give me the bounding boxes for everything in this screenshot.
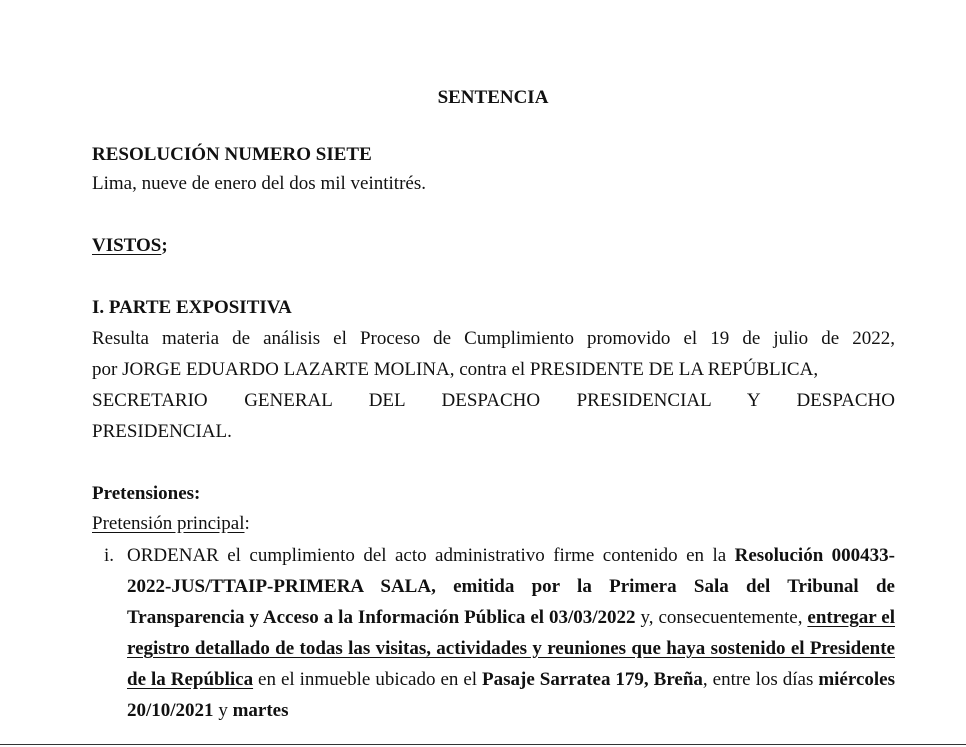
- resolution-block: [92, 139, 895, 199]
- item-text: en el inmueble ubicado en el: [253, 669, 483, 690]
- vistos-heading: [92, 230, 895, 261]
- vistos-suffix: ;: [161, 235, 168, 256]
- item-text: ORDENAR el cumplimiento del acto administrativo firme contenido en la: [127, 545, 735, 566]
- paragraph-line: Resulta materia de análisis el Proceso de Cumplimiento promovido el 19 de julio de 2022,: [92, 328, 895, 349]
- pretension-principal-suffix: :: [244, 513, 250, 534]
- item-text: , entre los días: [702, 669, 819, 690]
- item-text: y, consecuentemente,: [635, 607, 808, 628]
- item-resolution-ref: Resolución 000433-2022-JUS/TTAIP-PRIMERA SALA, emitida por la Primera Sala del Tribunal de Transparencia y Acceso a la Información Pública el 03/03/2022: [127, 545, 896, 628]
- item-requested-info: entregar el registro detallado de todas las visitas, actividades y reuniones que haya sostenido el Presidente de la República: [127, 607, 896, 690]
- list-item-body: [127, 540, 895, 726]
- item-address: Pasaje Sarratea 179, Breña: [482, 669, 703, 690]
- item-date-end: martes: [232, 700, 289, 721]
- list-marker: i.: [104, 545, 115, 566]
- vistos-block: [92, 230, 895, 261]
- vistos-label: VISTOS: [92, 235, 162, 256]
- pretensiones-heading: Pretensiones:: [92, 483, 201, 504]
- resolution-date: Lima, nueve de enero del dos mil veintitrés.: [92, 173, 426, 194]
- section-parte-expositiva: [92, 292, 895, 447]
- item-text: y: [213, 700, 233, 721]
- paragraph-line: SECRETARIO GENERAL DEL DESPACHO PRESIDENCIAL Y DESPACHO: [92, 390, 895, 411]
- pretension-principal-text: Pretensión principal: [92, 513, 245, 534]
- page-bottom-divider: [0, 744, 966, 745]
- pretension-principal-label: [92, 508, 895, 539]
- resolution-heading: RESOLUCIÓN NUMERO SIETE: [92, 144, 372, 165]
- paragraph-line-text: por JORGE EDUARDO LAZARTE MOLINA, contra el PRESIDENTE DE LA REPÚBLICA,: [92, 359, 819, 380]
- paragraph-line: PRESIDENCIAL.: [92, 421, 232, 442]
- paragraph-line: [92, 354, 895, 385]
- document-title: SENTENCIA: [437, 87, 549, 108]
- section-heading: I. PARTE EXPOSITIVA: [92, 297, 292, 318]
- pretensiones-block: [92, 478, 895, 539]
- item-date-start: miércoles 20/10/2021: [127, 669, 895, 721]
